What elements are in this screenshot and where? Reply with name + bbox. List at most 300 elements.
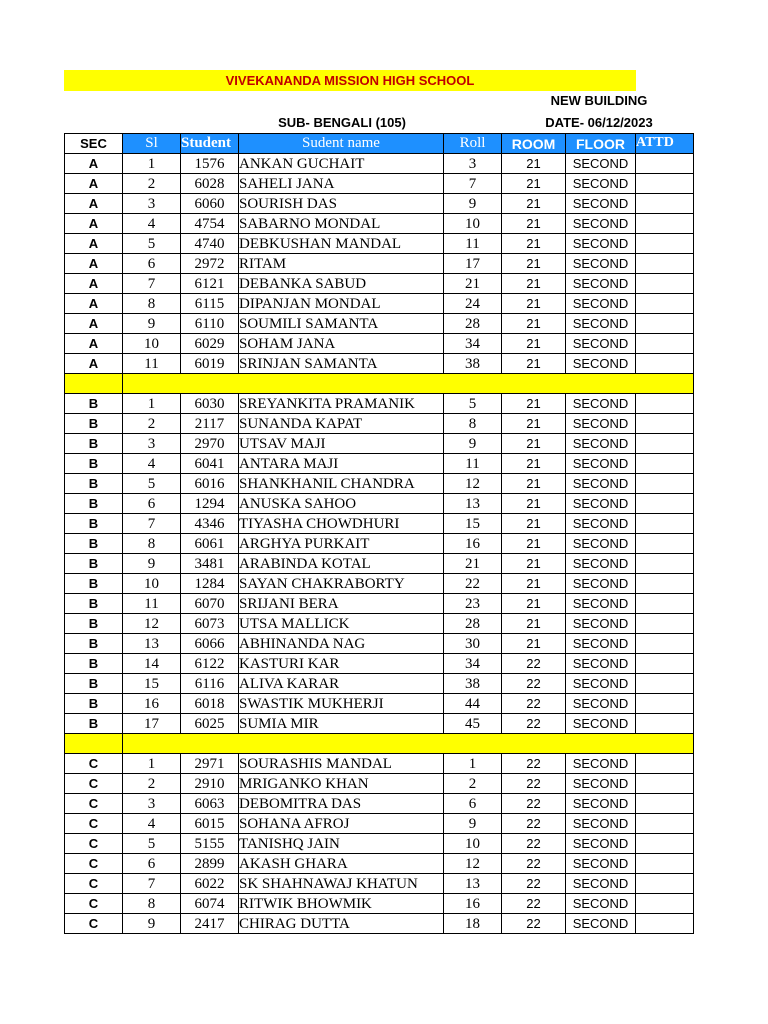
cell-floor: SECOND — [566, 834, 636, 854]
column-header-student-name: Sudent name — [239, 134, 444, 154]
column-header-sec: SEC — [65, 134, 123, 154]
cell-attendance[interactable] — [636, 294, 694, 314]
cell-roll: 6 — [444, 794, 502, 814]
divider-cell — [123, 734, 694, 754]
cell-sec: B — [65, 614, 123, 634]
cell-room: 22 — [502, 674, 566, 694]
cell-sec: B — [65, 594, 123, 614]
cell-serial: 6 — [123, 494, 181, 514]
cell-serial: 2 — [123, 774, 181, 794]
cell-floor: SECOND — [566, 294, 636, 314]
cell-serial: 10 — [123, 334, 181, 354]
cell-student-id: 2899 — [181, 854, 239, 874]
cell-attendance[interactable] — [636, 434, 694, 454]
cell-sec: B — [65, 414, 123, 434]
cell-student-name: ARABINDA KOTAL — [239, 554, 444, 574]
cell-attendance[interactable] — [636, 914, 694, 934]
table-row — [65, 754, 694, 774]
table-row — [65, 454, 694, 474]
cell-floor: SECOND — [566, 854, 636, 874]
cell-room: 22 — [502, 914, 566, 934]
cell-room: 21 — [502, 434, 566, 454]
cell-room: 21 — [502, 594, 566, 614]
cell-roll: 16 — [444, 534, 502, 554]
cell-room: 21 — [502, 234, 566, 254]
cell-student-id: 6041 — [181, 454, 239, 474]
cell-floor: SECOND — [566, 314, 636, 334]
cell-student-name: DIPANJAN MONDAL — [239, 294, 444, 314]
cell-attendance[interactable] — [636, 674, 694, 694]
cell-room: 21 — [502, 394, 566, 414]
cell-room: 21 — [502, 354, 566, 374]
cell-attendance[interactable] — [636, 774, 694, 794]
cell-roll: 38 — [444, 354, 502, 374]
cell-roll: 7 — [444, 174, 502, 194]
cell-attendance[interactable] — [636, 194, 694, 214]
cell-roll: 3 — [444, 154, 502, 174]
cell-student-name: TANISHQ JAIN — [239, 834, 444, 854]
cell-attendance[interactable] — [636, 454, 694, 474]
cell-sec: C — [65, 794, 123, 814]
cell-student-name: AKASH GHARA — [239, 854, 444, 874]
cell-room: 22 — [502, 854, 566, 874]
cell-floor: SECOND — [566, 794, 636, 814]
cell-student-name: SAYAN CHAKRABORTY — [239, 574, 444, 594]
cell-serial: 15 — [123, 674, 181, 694]
cell-roll: 21 — [444, 554, 502, 574]
cell-serial: 6 — [123, 854, 181, 874]
cell-roll: 18 — [444, 914, 502, 934]
cell-sec: B — [65, 554, 123, 574]
table-row — [65, 914, 694, 934]
cell-floor: SECOND — [566, 654, 636, 674]
cell-attendance[interactable] — [636, 594, 694, 614]
cell-room: 21 — [502, 414, 566, 434]
cell-serial: 17 — [123, 714, 181, 734]
cell-student-name: SRINJAN SAMANTA — [239, 354, 444, 374]
cell-student-id: 6030 — [181, 394, 239, 414]
cell-serial: 9 — [123, 914, 181, 934]
cell-room: 21 — [502, 334, 566, 354]
school-title: VIVEKANANDA MISSION HIGH SCHOOL — [64, 70, 636, 91]
cell-roll: 45 — [444, 714, 502, 734]
cell-room: 21 — [502, 154, 566, 174]
cell-student-id: 6073 — [181, 614, 239, 634]
cell-sec: C — [65, 854, 123, 874]
cell-sec: A — [65, 234, 123, 254]
cell-student-id: 6025 — [181, 714, 239, 734]
cell-serial: 7 — [123, 514, 181, 534]
cell-student-name: KASTURI KAR — [239, 654, 444, 674]
cell-attendance[interactable] — [636, 874, 694, 894]
building-label: NEW BUILDING — [550, 93, 648, 108]
cell-student-id: 6122 — [181, 654, 239, 674]
table-row — [65, 854, 694, 874]
cell-attendance[interactable] — [636, 894, 694, 914]
table-body — [65, 154, 694, 934]
cell-roll: 16 — [444, 894, 502, 914]
cell-room: 21 — [502, 314, 566, 334]
table-row — [65, 294, 694, 314]
cell-roll: 8 — [444, 414, 502, 434]
cell-attendance[interactable] — [636, 354, 694, 374]
cell-floor: SECOND — [566, 474, 636, 494]
cell-floor: SECOND — [566, 574, 636, 594]
cell-student-id: 2972 — [181, 254, 239, 274]
cell-serial: 5 — [123, 474, 181, 494]
cell-room: 21 — [502, 454, 566, 474]
cell-floor: SECOND — [566, 814, 636, 834]
cell-sec: B — [65, 454, 123, 474]
cell-roll: 17 — [444, 254, 502, 274]
section-divider-row — [65, 374, 694, 394]
cell-student-id: 6028 — [181, 174, 239, 194]
cell-floor: SECOND — [566, 534, 636, 554]
cell-roll: 30 — [444, 634, 502, 654]
cell-attendance[interactable] — [636, 234, 694, 254]
cell-roll: 10 — [444, 834, 502, 854]
table-row — [65, 234, 694, 254]
divider-cell — [65, 734, 123, 754]
table-row — [65, 334, 694, 354]
cell-student-name: SOHANA AFROJ — [239, 814, 444, 834]
cell-roll: 34 — [444, 334, 502, 354]
table-row — [65, 314, 694, 334]
cell-serial: 3 — [123, 794, 181, 814]
cell-student-id: 6016 — [181, 474, 239, 494]
cell-sec: B — [65, 474, 123, 494]
cell-student-id: 6063 — [181, 794, 239, 814]
cell-student-name: SUMIA MIR — [239, 714, 444, 734]
column-header-student-id: Student — [181, 134, 239, 154]
cell-room: 21 — [502, 574, 566, 594]
table-row — [65, 634, 694, 654]
cell-floor: SECOND — [566, 154, 636, 174]
cell-roll: 11 — [444, 234, 502, 254]
table-row — [65, 894, 694, 914]
cell-attendance[interactable] — [636, 154, 694, 174]
cell-floor: SECOND — [566, 874, 636, 894]
cell-floor: SECOND — [566, 414, 636, 434]
cell-sec: B — [65, 394, 123, 414]
cell-student-name: ANTARA MAJI — [239, 454, 444, 474]
cell-serial: 4 — [123, 214, 181, 234]
cell-roll: 13 — [444, 494, 502, 514]
cell-student-id: 4754 — [181, 214, 239, 234]
cell-attendance[interactable] — [636, 854, 694, 874]
cell-sec: C — [65, 874, 123, 894]
cell-floor: SECOND — [566, 914, 636, 934]
cell-serial: 16 — [123, 694, 181, 714]
table-row — [65, 774, 694, 794]
cell-student-name: ARGHYA PURKAIT — [239, 534, 444, 554]
cell-student-id: 4740 — [181, 234, 239, 254]
cell-roll: 44 — [444, 694, 502, 714]
cell-attendance[interactable] — [636, 514, 694, 534]
cell-attendance[interactable] — [636, 534, 694, 554]
cell-student-id: 6074 — [181, 894, 239, 914]
cell-student-name: SWASTIK MUKHERJI — [239, 694, 444, 714]
cell-student-id: 6022 — [181, 874, 239, 894]
cell-student-id: 6116 — [181, 674, 239, 694]
cell-attendance[interactable] — [636, 754, 694, 774]
cell-sec: B — [65, 434, 123, 454]
cell-sec: C — [65, 914, 123, 934]
table-row — [65, 794, 694, 814]
cell-floor: SECOND — [566, 554, 636, 574]
cell-floor: SECOND — [566, 434, 636, 454]
cell-roll: 28 — [444, 614, 502, 634]
cell-roll: 1 — [444, 754, 502, 774]
cell-student-name: TIYASHA CHOWDHURI — [239, 514, 444, 534]
cell-sec: B — [65, 654, 123, 674]
cell-attendance[interactable] — [636, 814, 694, 834]
cell-room: 22 — [502, 814, 566, 834]
cell-sec: A — [65, 214, 123, 234]
cell-floor: SECOND — [566, 894, 636, 914]
cell-sec: B — [65, 694, 123, 714]
cell-floor: SECOND — [566, 614, 636, 634]
section-divider-row — [65, 734, 694, 754]
cell-room: 21 — [502, 194, 566, 214]
cell-sec: A — [65, 354, 123, 374]
cell-sec: C — [65, 774, 123, 794]
cell-student-id: 1284 — [181, 574, 239, 594]
cell-roll: 12 — [444, 854, 502, 874]
cell-student-name: ANUSKA SAHOO — [239, 494, 444, 514]
table-row — [65, 874, 694, 894]
cell-attendance[interactable] — [636, 394, 694, 414]
cell-room: 21 — [502, 254, 566, 274]
cell-roll: 2 — [444, 774, 502, 794]
cell-sec: C — [65, 834, 123, 854]
cell-floor: SECOND — [566, 394, 636, 414]
cell-student-id: 6070 — [181, 594, 239, 614]
cell-serial: 11 — [123, 594, 181, 614]
cell-room: 22 — [502, 834, 566, 854]
cell-attendance[interactable] — [636, 714, 694, 734]
cell-floor: SECOND — [566, 354, 636, 374]
cell-student-name: ABHINANDA NAG — [239, 634, 444, 654]
cell-serial: 12 — [123, 614, 181, 634]
cell-roll: 10 — [444, 214, 502, 234]
cell-sec: B — [65, 634, 123, 654]
cell-sec: A — [65, 314, 123, 334]
table-row — [65, 174, 694, 194]
cell-room: 21 — [502, 634, 566, 654]
cell-student-id: 2417 — [181, 914, 239, 934]
table-row — [65, 694, 694, 714]
cell-student-id: 2970 — [181, 434, 239, 454]
date-label: DATE- 06/12/2023 — [545, 115, 653, 130]
table-row — [65, 554, 694, 574]
cell-roll: 12 — [444, 474, 502, 494]
cell-serial: 13 — [123, 634, 181, 654]
table-row — [65, 414, 694, 434]
cell-attendance[interactable] — [636, 214, 694, 234]
cell-floor: SECOND — [566, 594, 636, 614]
cell-serial: 8 — [123, 534, 181, 554]
cell-student-name: SRIJANI BERA — [239, 594, 444, 614]
cell-serial: 6 — [123, 254, 181, 274]
cell-serial: 7 — [123, 874, 181, 894]
cell-roll: 23 — [444, 594, 502, 614]
cell-room: 22 — [502, 754, 566, 774]
cell-student-id: 6060 — [181, 194, 239, 214]
cell-student-name: SAHELI JANA — [239, 174, 444, 194]
cell-attendance[interactable] — [636, 634, 694, 654]
cell-student-id: 2910 — [181, 774, 239, 794]
cell-student-name: UTSAV MAJI — [239, 434, 444, 454]
cell-attendance[interactable] — [636, 334, 694, 354]
cell-roll: 24 — [444, 294, 502, 314]
table-row — [65, 814, 694, 834]
cell-student-name: DEBANKA SABUD — [239, 274, 444, 294]
table-row — [65, 194, 694, 214]
cell-student-id: 6061 — [181, 534, 239, 554]
cell-student-name: SHANKHANIL CHANDRA — [239, 474, 444, 494]
table-row — [65, 514, 694, 534]
cell-room: 21 — [502, 554, 566, 574]
cell-room: 21 — [502, 494, 566, 514]
cell-serial: 14 — [123, 654, 181, 674]
cell-attendance[interactable] — [636, 414, 694, 434]
cell-floor: SECOND — [566, 674, 636, 694]
cell-attendance[interactable] — [636, 274, 694, 294]
cell-attendance[interactable] — [636, 494, 694, 514]
cell-room: 21 — [502, 474, 566, 494]
cell-sec: B — [65, 574, 123, 594]
cell-roll: 28 — [444, 314, 502, 334]
cell-student-name: DEBOMITRA DAS — [239, 794, 444, 814]
cell-serial: 7 — [123, 274, 181, 294]
table-row — [65, 654, 694, 674]
cell-attendance[interactable] — [636, 834, 694, 854]
table-row — [65, 474, 694, 494]
cell-room: 22 — [502, 894, 566, 914]
cell-floor: SECOND — [566, 274, 636, 294]
cell-attendance[interactable] — [636, 254, 694, 274]
cell-attendance[interactable] — [636, 654, 694, 674]
cell-attendance[interactable] — [636, 694, 694, 714]
cell-floor: SECOND — [566, 714, 636, 734]
cell-roll: 22 — [444, 574, 502, 594]
cell-student-name: UTSA MALLICK — [239, 614, 444, 634]
cell-student-name: SUNANDA KAPAT — [239, 414, 444, 434]
cell-serial: 10 — [123, 574, 181, 594]
cell-attendance[interactable] — [636, 174, 694, 194]
cell-roll: 9 — [444, 814, 502, 834]
cell-student-name: SOUMILI SAMANTA — [239, 314, 444, 334]
cell-sec: A — [65, 294, 123, 314]
cell-room: 21 — [502, 534, 566, 554]
cell-floor: SECOND — [566, 254, 636, 274]
cell-serial: 1 — [123, 394, 181, 414]
cell-sec: A — [65, 334, 123, 354]
cell-attendance[interactable] — [636, 794, 694, 814]
cell-floor: SECOND — [566, 174, 636, 194]
table-row — [65, 714, 694, 734]
cell-serial: 11 — [123, 354, 181, 374]
cell-room: 21 — [502, 274, 566, 294]
cell-sec: B — [65, 714, 123, 734]
cell-sec: A — [65, 274, 123, 294]
cell-room: 22 — [502, 794, 566, 814]
cell-roll: 21 — [444, 274, 502, 294]
cell-attendance[interactable] — [636, 474, 694, 494]
cell-roll: 34 — [444, 654, 502, 674]
cell-attendance[interactable] — [636, 614, 694, 634]
table-row — [65, 614, 694, 634]
cell-room: 22 — [502, 774, 566, 794]
column-header-attd: ATTD — [636, 134, 694, 154]
cell-serial: 5 — [123, 834, 181, 854]
cell-serial: 4 — [123, 814, 181, 834]
cell-student-name: DEBKUSHAN MANDAL — [239, 234, 444, 254]
cell-floor: SECOND — [566, 494, 636, 514]
cell-floor: SECOND — [566, 634, 636, 654]
cell-floor: SECOND — [566, 194, 636, 214]
column-header-roll: Roll — [444, 134, 502, 154]
cell-sec: B — [65, 534, 123, 554]
cell-serial: 1 — [123, 154, 181, 174]
cell-attendance[interactable] — [636, 554, 694, 574]
cell-student-id: 6018 — [181, 694, 239, 714]
table-row — [65, 254, 694, 274]
divider-cell — [123, 374, 694, 394]
table-row — [65, 594, 694, 614]
cell-serial: 4 — [123, 454, 181, 474]
cell-floor: SECOND — [566, 774, 636, 794]
cell-student-id: 1294 — [181, 494, 239, 514]
cell-student-name: RITAM — [239, 254, 444, 274]
table-row — [65, 534, 694, 554]
cell-room: 21 — [502, 294, 566, 314]
cell-student-name: CHIRAG DUTTA — [239, 914, 444, 934]
cell-roll: 15 — [444, 514, 502, 534]
cell-floor: SECOND — [566, 514, 636, 534]
cell-serial: 2 — [123, 414, 181, 434]
cell-student-id: 6121 — [181, 274, 239, 294]
cell-student-id: 6110 — [181, 314, 239, 334]
divider-cell — [65, 374, 123, 394]
cell-serial: 1 — [123, 754, 181, 774]
table-row — [65, 154, 694, 174]
cell-student-name: SREYANKITA PRAMANIK — [239, 394, 444, 414]
cell-floor: SECOND — [566, 214, 636, 234]
cell-serial: 5 — [123, 234, 181, 254]
subject-label: SUB- BENGALI (105) — [278, 115, 406, 130]
column-header-room: ROOM — [502, 134, 566, 154]
cell-serial: 9 — [123, 314, 181, 334]
cell-room: 21 — [502, 214, 566, 234]
cell-floor: SECOND — [566, 454, 636, 474]
cell-student-id: 2971 — [181, 754, 239, 774]
table-row — [65, 574, 694, 594]
cell-roll: 13 — [444, 874, 502, 894]
table-row — [65, 354, 694, 374]
cell-room: 21 — [502, 174, 566, 194]
cell-attendance[interactable] — [636, 314, 694, 334]
cell-student-id: 4346 — [181, 514, 239, 534]
cell-student-name: ANKAN GUCHAIT — [239, 154, 444, 174]
table-row — [65, 274, 694, 294]
cell-student-id: 6019 — [181, 354, 239, 374]
cell-sec: A — [65, 154, 123, 174]
cell-attendance[interactable] — [636, 574, 694, 594]
cell-roll: 38 — [444, 674, 502, 694]
cell-student-id: 5155 — [181, 834, 239, 854]
